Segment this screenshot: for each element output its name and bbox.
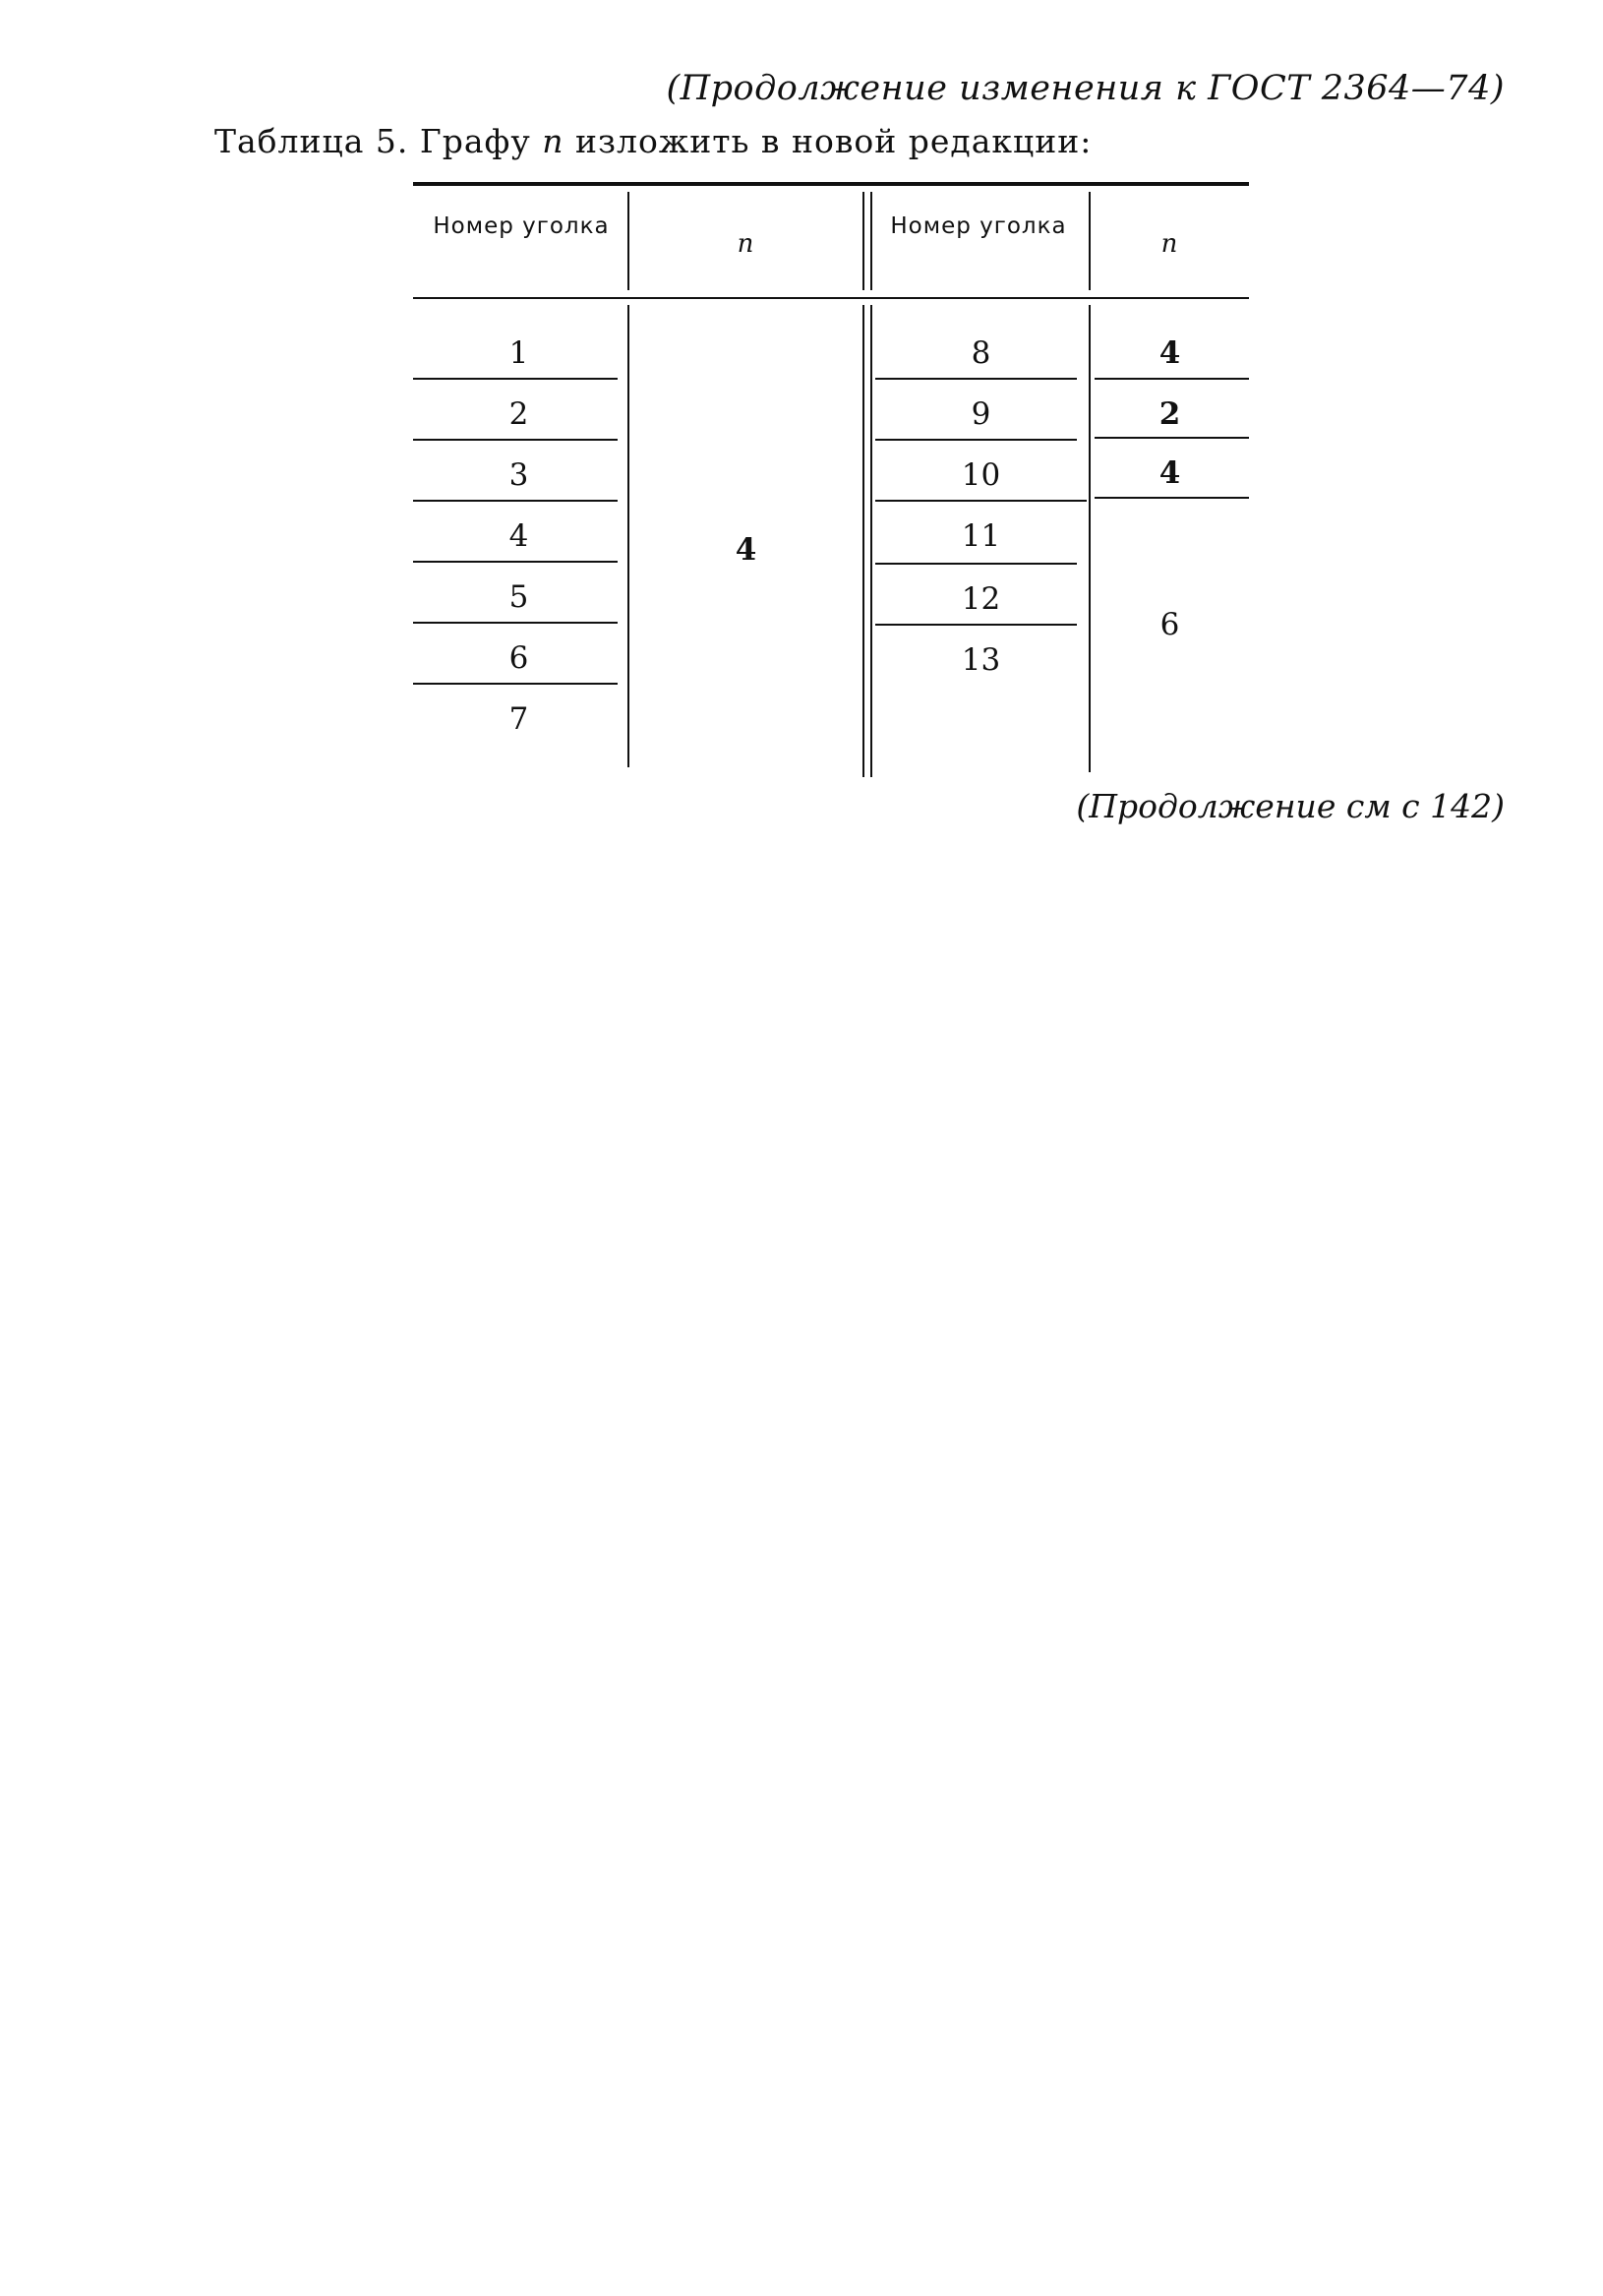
left-angle-number: 4 [508,518,529,554]
right-n-value: 2 [1158,396,1181,432]
row-rule [413,683,618,685]
left-angle-number: 7 [508,701,529,737]
col-divider-3 [1089,305,1091,772]
right-angle-number: 9 [971,396,991,432]
header-bottom-rule [413,297,1249,299]
row-rule [875,563,1077,565]
left-angle-number: 1 [508,335,529,371]
row-rule [1095,497,1249,499]
double-divider-b [870,305,872,777]
left-angle-number: 5 [508,579,529,615]
table-top-rule [413,182,1249,186]
double-divider-b-head [870,192,872,290]
double-divider-a-head [862,192,864,290]
continuation-footer: (Продолжение см с 142) [1076,787,1505,825]
right-n-value: 4 [1158,455,1181,491]
row-rule [413,561,618,563]
header-n-right: n [1160,229,1179,259]
right-angle-number: 8 [971,335,991,371]
table-caption [214,122,1092,160]
row-rule [413,439,618,441]
header-angle-number-left: Номер уголка [433,213,610,239]
row-rule [1095,378,1249,380]
caption-prefix: Таблица 5. Графу [214,122,531,160]
row-rule [875,378,1077,380]
left-angle-number: 6 [508,640,529,676]
row-rule [1095,437,1249,439]
right-n-value: 4 [1158,335,1181,371]
right-angle-number: 13 [961,642,1001,678]
continuation-header: (Продолжение изменения к ГОСТ 2364—74) [666,69,1505,108]
caption-suffix: изложить в новой редакции: [575,122,1093,160]
double-divider-a [862,305,864,777]
right-angle-number: 11 [961,518,1001,554]
row-rule [875,500,1087,502]
row-rule [413,622,618,624]
row-rule [413,378,618,380]
header-angle-number-right: Номер уголка [890,213,1067,239]
row-rule [413,500,618,502]
row-rule [875,624,1077,626]
left-angle-number: 3 [508,457,529,493]
left-angle-number: 2 [508,396,529,432]
header-n-left: n [737,229,755,259]
row-rule [875,439,1077,441]
left-n-value: 4 [735,532,757,568]
right-angle-number: 12 [961,581,1001,617]
caption-variable: n [542,122,564,160]
right-n-value: 6 [1159,607,1180,642]
right-angle-number: 10 [961,457,1001,493]
